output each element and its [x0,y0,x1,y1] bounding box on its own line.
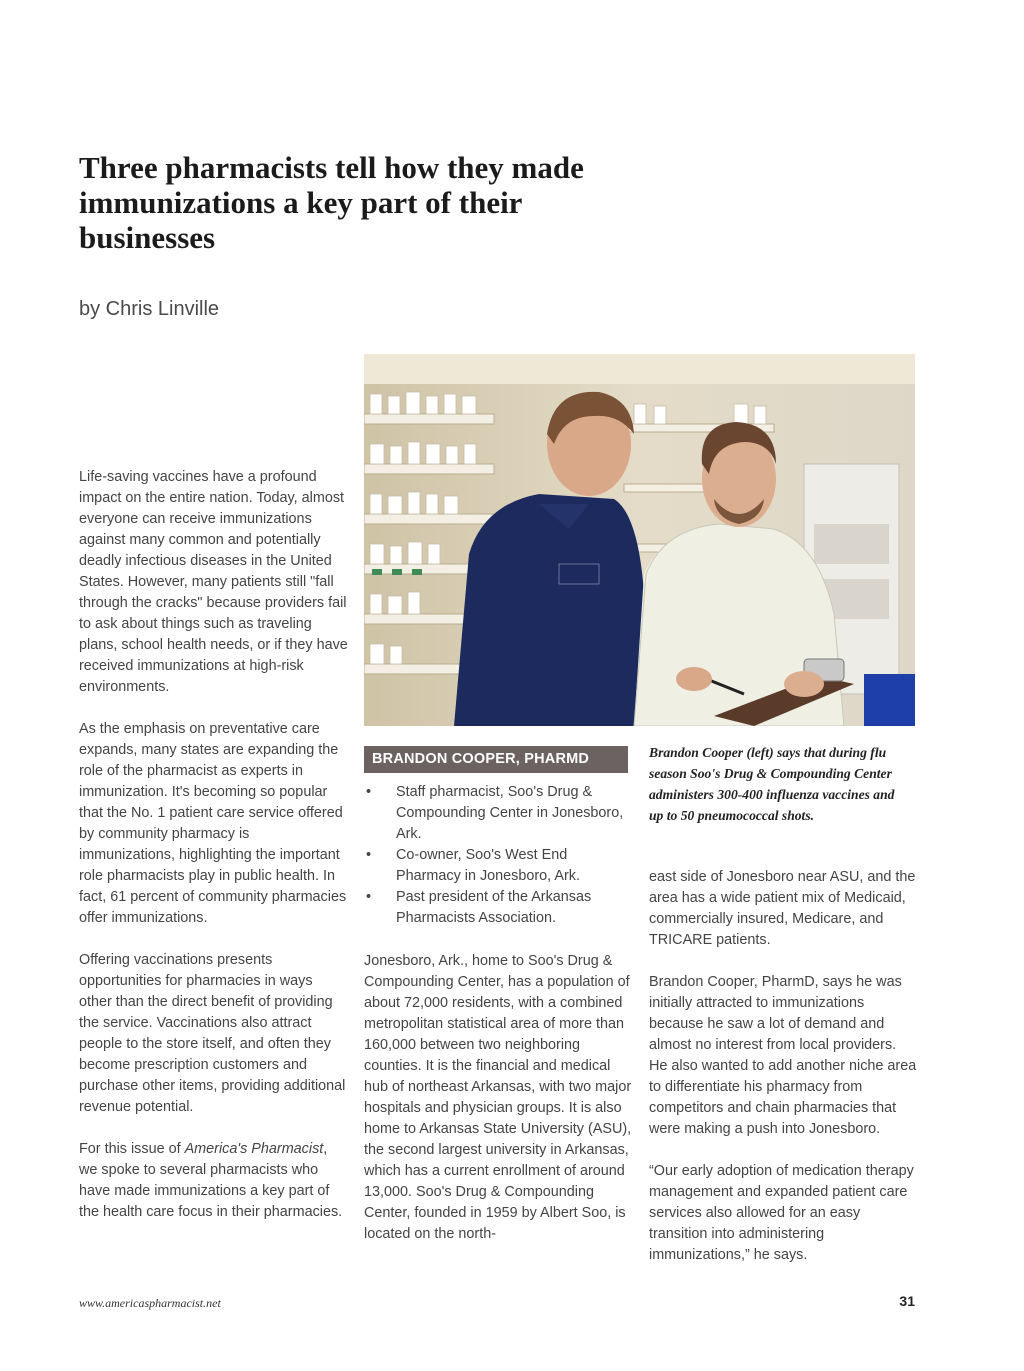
page-number: 31 [899,1293,915,1309]
paragraph [79,1139,349,1223]
magazine-name: America's Pharmacist [184,1141,324,1157]
list-item [364,782,632,845]
paragraph-text: , we spoke to several pharmacists who have made immunizations a key part of the health care focus in their pharmacies. [79,1141,343,1220]
byline: by Chris Linville [79,298,220,320]
bullet: • [366,784,372,800]
list-item-text: Staff pharmacist, Soo's Drug & Compounding Center in Jonesboro, Ark. [396,784,624,842]
body-column-3 [649,867,917,1287]
pharmacists-photo [364,354,915,726]
paragraph: Offering vaccinations presents opportunities for pharmacies in ways other than the direct benefit of providing the service. Vaccinations also attract people to the store itself, and often they become prescription customers and purchase other items, providing additional revenue potential. [79,952,346,1115]
paragraph: Brandon Cooper, PharmD, says he was initially attracted to immunizations because he saw a lot of demand and almost no interest from local providers. He also wanted to add another niche area to differentiate his pharmacy from competitors and chain pharmacies that were making a push into Jonesboro. [649,974,917,1137]
paragraph: Jonesboro, Ark., home to Soo's Drug & Compounding Center, has a population of about 72,000 residents, with a combined metropolitan statistical area of more than 160,000 between two neighboring counties. It is the financial and medical hub of northeast Arkansas, with two major hospitals and physician groups. It is also home to Arkansas State University (ASU), the second largest university in Arkansas, which has a current enrollment of around 13,000. Soo's Drug & Compounding Center, founded in 1959 by Albert Soo, is located on the north- [364,953,632,1242]
paragraph: “Our early adoption of medication therapy management and expanded patient care services also allowed for an easy transition into administering immunizations,” he says. [649,1163,914,1263]
paragraph: east side of Jonesboro near ASU, and the area has a wide patient mix of Medicaid, commercially insured, Medicare, and TRICARE patients. [649,869,916,948]
profile-list [364,782,632,929]
photo-illustration [364,354,915,726]
article-title: Three pharmacists tell how they made immunizations a key part of their businesses [79,150,584,255]
paragraph: As the emphasis on preventative care expands, many states are expanding the role of the pharmacist as experts in immunization. It's becoming so popular that the No. 1 patient care service offered by community pharmacy is immunizations, highlighting the important role pharmacists play in public health. In fact, 61 percent of community pharmacies offer immunizations. [79,721,347,926]
list-item-text: Co-owner, Soo's West End Pharmacy in Jonesboro, Ark. [396,847,580,884]
profile-header: BRANDON COOPER, PHARMD [364,746,628,773]
footer-url[interactable]: www.americaspharmacist.net [79,1296,221,1310]
body-column-1 [79,467,349,1244]
list-item-text: Past president of the Arkansas Pharmacists Association. [396,889,592,926]
bullet: • [366,889,372,905]
list-item [364,887,632,929]
body-column-2 [364,951,632,1266]
list-item [364,845,632,887]
paragraph: Life-saving vaccines have a profound impact on the entire nation. Today, almost everyone can receive immunizations against many common and potentially deadly infectious diseases in the United States. However, many patients still "fall through the cracks" because providers fail to ask about things such as traveling plans, school health needs, or if they have received immunizations at high-risk environments. [79,469,348,695]
bullet: • [366,847,372,863]
paragraph-text: For this issue of [79,1141,185,1157]
photo-caption: Brandon Cooper (left) says that during flu season Soo's Drug & Compounding Center administers 300-400 influenza vaccines and up to 50 pneumococcal shots. [649,745,895,823]
